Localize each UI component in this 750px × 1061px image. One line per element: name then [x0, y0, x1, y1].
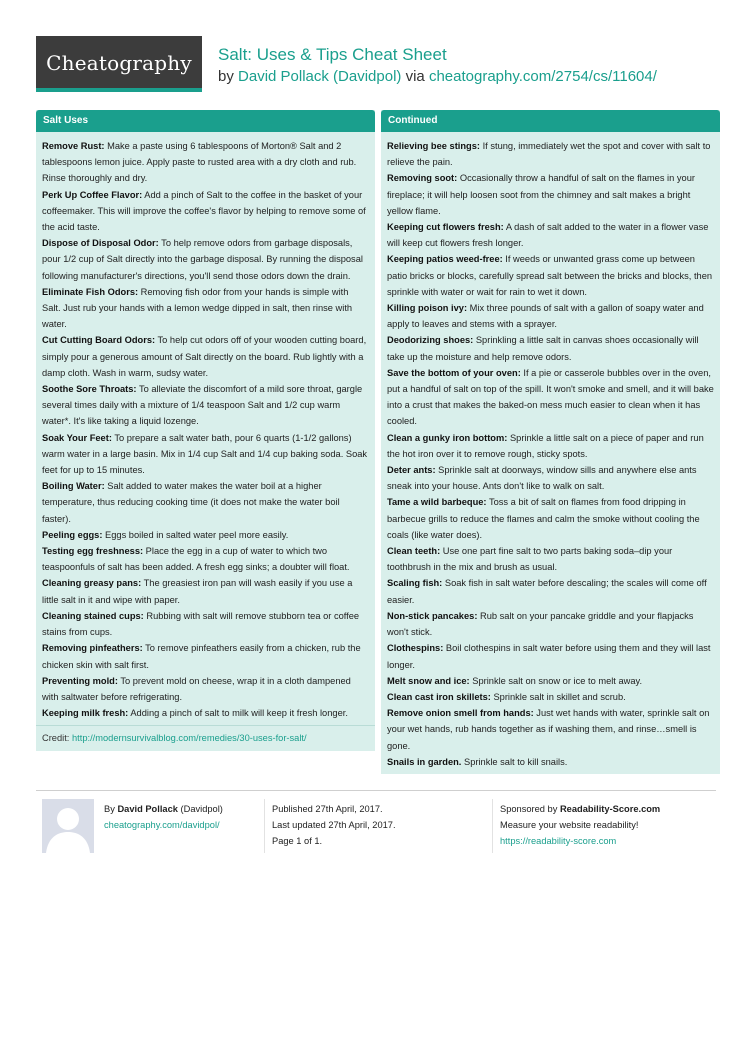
tip-term: Clean a gunky iron bottom:	[387, 432, 508, 443]
tip-term: Dispose of Disposal Odor:	[42, 238, 159, 249]
tip-entry	[387, 138, 714, 170]
tip-text: A dash of salt added to the water in a flower vase will keep cut flowers fresh longer.	[387, 222, 709, 249]
tip-text: To alleviate the discomfort of a mild sore throat, gargle several times daily with a mixture of 1/4 teaspoon Salt and 1/2 cup warm water*. It's like taking a liquid lozenge.	[42, 384, 363, 427]
tip-entry	[387, 462, 714, 494]
tip-text: Eggs boiled in salted water peel more easily.	[102, 529, 289, 540]
footer-author-name: David Pollack	[117, 804, 178, 814]
tip-text: Make a paste using 6 tablespoons of Morton® Salt and 2 tablespoons lemon juice. Apply paste to rusted area with a dry cloth and rub. Rinse thoroughly and dry.	[42, 141, 357, 184]
tip-text: Sprinkle salt at doorways, window sills and anywhere else ants sneak into your house. Ants don't like to walk on salt.	[387, 465, 697, 492]
tip-text: Sprinkle salt on snow or ice to melt away.	[469, 675, 643, 686]
tip-entry	[387, 430, 714, 462]
tip-entry	[387, 300, 714, 332]
tip-text: If a pie or casserole bubbles over in the oven, put a handful of salt on top of the spill. It won't smoke and smell, and it will bake into a crust that makes the baked-on mess much easier to clean when it has cooled.	[387, 367, 714, 427]
tip-text: Just wet hands with water, sprinkle salt on your wet hands, rub hands together as if washing them, and rinse…smell is gone.	[387, 708, 710, 751]
tip-entry	[387, 332, 714, 364]
tip-text: Sprinkling a little salt in canvas shoes occasionally will take up the moisture and help remove odors.	[387, 335, 699, 362]
footer-dates	[272, 801, 492, 849]
tip-term: Testing egg freshness:	[42, 546, 144, 557]
cheatography-logo[interactable]: Cheatography	[36, 36, 202, 92]
tip-entry	[42, 138, 369, 187]
tip-text: Adding a pinch of salt to milk will keep it fresh longer.	[128, 708, 348, 719]
section-body	[36, 132, 375, 725]
tip-term: Keeping patios weed-free:	[387, 254, 503, 265]
tip-entry	[42, 478, 369, 527]
footer-author-handle: (Davidpol)	[180, 804, 223, 814]
page-number: Page 1 of 1.	[272, 836, 323, 846]
tip-text: To help cut odors off of your wooden cutting board, simply pour a generous amount of Salt directly on the board. Rub lightly with a damp cloth. Wash in warm, sudsy water.	[42, 335, 367, 378]
continued-section	[381, 110, 720, 774]
page-title: Salt: Uses & Tips Cheat Sheet	[218, 45, 447, 64]
tip-term: Melt snow and ice:	[387, 675, 470, 686]
tip-term: Eliminate Fish Odors:	[42, 286, 139, 297]
sponsor-tagline: Measure your website readability!	[500, 820, 639, 830]
tip-entry	[42, 332, 369, 381]
footer-author	[104, 801, 264, 833]
author-link[interactable]: David Pollack (Davidpol)	[238, 68, 402, 85]
credit	[36, 725, 375, 751]
via-label: via	[405, 68, 425, 85]
tip-term: Cleaning stained cups:	[42, 610, 144, 621]
tip-text: Sprinkle salt to kill snails.	[461, 756, 568, 767]
tip-entry	[387, 543, 714, 575]
user-silhouette-icon	[42, 799, 94, 853]
tip-entry	[387, 365, 714, 430]
header	[36, 36, 716, 92]
tip-text: Sprinkle a little salt on a piece of paper and run the hot iron over it to remove rough, sticky spots.	[387, 432, 704, 459]
footer-author-link[interactable]: cheatography.com/davidpol/	[104, 820, 220, 830]
tip-text: Mix three pounds of salt with a gallon of soapy water and apply to leaves and stems with a sprayer.	[387, 303, 704, 330]
tip-text: To prevent mold on cheese, wrap it in a cloth dampened with saltwater before refrigerating.	[42, 675, 351, 702]
tip-entry	[42, 705, 369, 721]
tip-term: Cleaning greasy pans:	[42, 578, 142, 589]
credit-label: Credit:	[42, 733, 70, 744]
avatar	[42, 799, 94, 853]
tip-text: If weeds or unwanted grass come up between patio bricks or blocks, carefully spread salt between the bricks and blocks, then sprinkle with water or wait for rain to wet it down.	[387, 254, 713, 297]
tip-entry	[387, 575, 714, 607]
tip-text: To remove pinfeathers easily from a chicken, rub the chicken skin with salt first.	[42, 643, 361, 670]
tip-text: The greasiest iron pan will wash easily if you use a little salt in it and wipe with paper.	[42, 578, 353, 605]
tip-entry	[42, 187, 369, 236]
tip-entry	[42, 430, 369, 479]
tip-term: Keeping cut flowers fresh:	[387, 222, 504, 233]
footer-divider	[264, 799, 265, 853]
tip-text: Add a pinch of Salt to the coffee in the basket of your coffeemaker. This will improve the coffee's flavor by helping to remove some of the acid taste.	[42, 189, 366, 233]
tip-text: To prepare a salt water bath, pour 6 quarts (1-1/2 gallons) warm water in a large basin. Mix in 1/4 cup Salt and 1/4 cup baking soda. Soak feet for up to 15 minutes.	[42, 432, 368, 476]
tip-term: Clean cast iron skillets:	[387, 691, 491, 702]
tip-entry	[387, 673, 714, 689]
tip-term: Soak Your Feet:	[42, 432, 112, 443]
tip-text: Soak fish in salt water before descaling; the scales will come off easier.	[387, 578, 707, 605]
tip-entry	[387, 608, 714, 640]
sponsor-prefix: Sponsored by	[500, 804, 558, 814]
tip-term: Keeping milk fresh:	[42, 708, 129, 719]
footer	[36, 790, 716, 860]
byline	[218, 67, 657, 87]
footer-by-label: By	[104, 804, 115, 814]
tip-term: Clothespins:	[387, 643, 444, 654]
tip-text: Toss a bit of salt on flames from food dripping in barbecue grills to reduce the flames and calm the smoke without cooling the coals (like water does).	[387, 497, 700, 540]
tip-entry	[42, 608, 369, 640]
by-prefix: by	[218, 68, 234, 85]
tip-text: Sprinkle salt in skillet and scrub.	[490, 691, 626, 702]
tip-term: Scaling fish:	[387, 578, 443, 589]
section-heading: Continued	[381, 110, 720, 132]
tip-text: Place the egg in a cup of water to which two teaspoonfuls of salt has been added. A fresh egg sinks; a doubter will float.	[42, 546, 350, 573]
tip-text: Boil clothespins in salt water before using them and they will last longer.	[387, 643, 711, 670]
tip-text: Rub salt on your pancake griddle and your flapjacks won't stick.	[387, 610, 694, 638]
tip-term: Preventing mold:	[42, 675, 118, 686]
tip-text: Occasionally throw a handful of salt on the flames in your fireplace; it will help loosen soot from the chimney and salt makes a bright yellow flame.	[387, 173, 695, 216]
salt-uses-section	[36, 110, 375, 751]
footer-divider	[492, 799, 493, 853]
tip-entry	[42, 575, 369, 607]
tip-text: Use one part fine salt to two parts baking soda–dip your toothbrush in the mix and brush as usual.	[387, 546, 673, 573]
tip-text: Rubbing with salt will remove stubborn tea or coffee stains from cups.	[42, 610, 360, 638]
tip-entry	[42, 381, 369, 430]
tip-term: Remove Rust:	[42, 141, 105, 151]
sponsor-name: Readability-Score.com	[559, 804, 661, 814]
tip-term: Snails in garden.	[387, 756, 462, 767]
tip-term: Killing poison ivy:	[387, 303, 468, 314]
tip-entry	[387, 251, 714, 300]
tip-entry	[42, 673, 369, 705]
tip-term: Removing soot:	[387, 173, 458, 184]
title-block	[218, 44, 657, 87]
tip-entry	[387, 640, 714, 672]
tip-term: Tame a wild barbeque:	[387, 497, 487, 508]
tip-entry	[42, 284, 369, 333]
tip-entry	[387, 705, 714, 754]
tip-entry	[42, 235, 369, 284]
tip-term: Remove onion smell from hands:	[387, 708, 534, 719]
tip-term: Deodorizing shoes:	[387, 335, 474, 346]
tip-text: Removing fish odor from your hands is simple with Salt. Just rub your hands with a lemon wedge dipped in salt, then rinse with water.	[42, 286, 353, 330]
tip-term: Removing pinfeathers:	[42, 643, 143, 654]
tip-entry	[387, 754, 714, 770]
tip-entry	[42, 640, 369, 672]
tip-term: Cut Cutting Board Odors:	[42, 335, 156, 346]
tip-term: Clean teeth:	[387, 546, 441, 557]
tip-text: To help remove odors from garbage disposals, pour 1/2 cup of Salt directly into the garbage disposal. By running the disposal following manufacturer's directions, you'll send those odors down the drain.	[42, 238, 363, 281]
tip-entry	[387, 219, 714, 251]
tip-entry	[42, 543, 369, 575]
tip-entry	[387, 689, 714, 705]
updated-date: Last updated 27th April, 2017.	[272, 820, 396, 830]
tip-entry	[387, 170, 714, 219]
tip-term: Non-stick pancakes:	[387, 610, 478, 621]
tip-entry	[42, 527, 369, 543]
tip-term: Perk Up Coffee Flavor:	[42, 189, 143, 200]
sponsor-link[interactable]: https://readability-score.com	[500, 836, 617, 846]
tip-text: If stung, immediately wet the spot and cover with salt to relieve the pain.	[387, 141, 711, 168]
credit-link[interactable]: http://modernsurvivalblog.com/remedies/30-uses-for-salt/	[71, 733, 307, 744]
tip-text: Salt added to water makes the water boil at a higher temperature, thus reducing cooking time (it does not make the water boil faster).	[42, 481, 340, 524]
tip-term: Boiling Water:	[42, 481, 105, 492]
tip-term: Relieving bee stings:	[387, 141, 480, 151]
published-date: Published 27th April, 2017.	[272, 804, 383, 814]
footer-sponsor	[500, 801, 710, 849]
sheet-url-link[interactable]: cheatography.com/2754/cs/11604/	[428, 68, 657, 85]
tip-term: Deter ants:	[387, 465, 436, 476]
tip-term: Soothe Sore Throats:	[42, 384, 137, 395]
section-body	[381, 132, 720, 774]
section-heading: Salt Uses	[36, 110, 375, 132]
tip-term: Save the bottom of your oven:	[387, 367, 521, 378]
tip-term: Peeling eggs:	[42, 529, 103, 540]
tip-entry	[387, 494, 714, 543]
